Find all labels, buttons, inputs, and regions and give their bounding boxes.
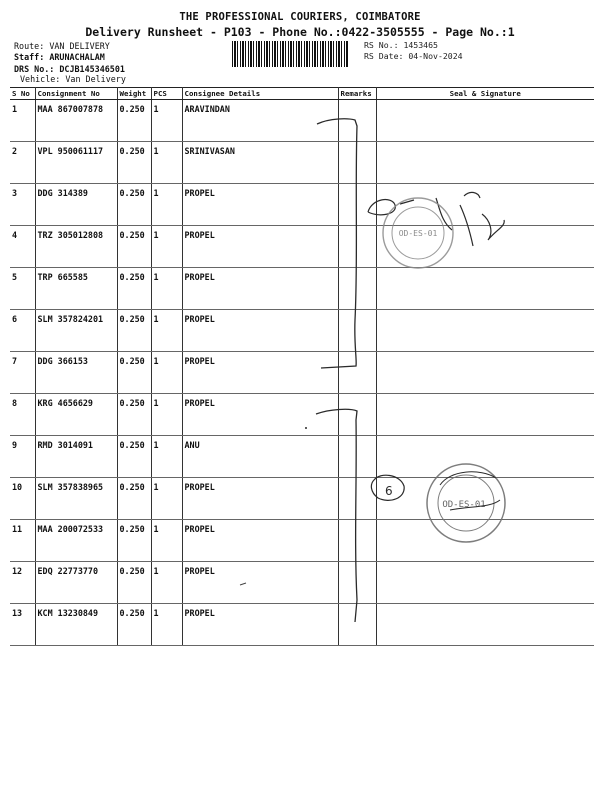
pcs-cell: 1 — [151, 352, 182, 394]
sno-cell: 9 — [10, 436, 35, 478]
consignment-cell: MAA 867007878 — [35, 100, 117, 142]
pcs-cell: 1 — [151, 604, 182, 646]
staff-line — [14, 52, 105, 63]
consignment-cell: DDG 366153 — [35, 352, 117, 394]
table-row — [10, 520, 594, 562]
consignee-cell: SRINIVASAN — [182, 142, 338, 184]
sno-cell: 13 — [10, 604, 35, 646]
consignee-cell: ANU — [182, 436, 338, 478]
route-line — [14, 41, 110, 52]
sno-cell: 2 — [10, 142, 35, 184]
weight-cell: 0.250 — [117, 520, 151, 562]
col-header-consignment: Consignment No — [35, 88, 117, 100]
seal-signature-cell — [376, 436, 594, 478]
seal-signature-cell — [376, 226, 594, 268]
weight-cell: 0.250 — [117, 436, 151, 478]
sno-cell: 11 — [10, 520, 35, 562]
table-row — [10, 226, 594, 268]
remark-mark-6: 6 — [385, 484, 393, 498]
seal-signature-cell — [376, 520, 594, 562]
seal-signature-cell — [376, 352, 594, 394]
stamp-1-text: OD-ES-01 — [398, 229, 438, 238]
drs-value: DCJB145346501 — [59, 64, 125, 74]
weight-cell: 0.250 — [117, 226, 151, 268]
pcs-cell: 1 — [151, 562, 182, 604]
table-row — [10, 100, 594, 142]
consignee-cell: PROPEL — [182, 562, 338, 604]
sno-cell: 4 — [10, 226, 35, 268]
pcs-cell: 1 — [151, 478, 182, 520]
consignee-cell: PROPEL — [182, 310, 338, 352]
weight-cell: 0.250 — [117, 394, 151, 436]
seal-signature-cell — [376, 100, 594, 142]
rs-no-line — [364, 40, 438, 50]
consignment-cell: DDG 314389 — [35, 184, 117, 226]
col-header-consignee: Consignee Details — [182, 88, 338, 100]
rs-date-value: 04-Nov-2024 — [408, 51, 463, 61]
remarks-cell — [338, 268, 376, 310]
weight-cell: 0.250 — [117, 100, 151, 142]
pcs-cell: 1 — [151, 394, 182, 436]
company-name: THE PROFESSIONAL COURIERS, COIMBATORE — [179, 11, 421, 23]
table-header-row — [10, 88, 594, 100]
vehicle-label: Vehicle: — [20, 74, 61, 84]
weight-cell: 0.250 — [117, 604, 151, 646]
remarks-cell — [338, 562, 376, 604]
seal-signature-cell — [376, 394, 594, 436]
consignment-cell: RMD 3014091 — [35, 436, 117, 478]
route-value: VAN DELIVERY — [49, 41, 110, 51]
consignment-cell: EDQ 22773770 — [35, 562, 117, 604]
consignee-cell: PROPEL — [182, 478, 338, 520]
consignee-cell: PROPEL — [182, 226, 338, 268]
consignment-cell: MAA 200072533 — [35, 520, 117, 562]
seal-signature-cell — [376, 268, 594, 310]
remarks-cell — [338, 478, 376, 520]
barcode — [232, 41, 349, 67]
consignee-cell: PROPEL — [182, 604, 338, 646]
weight-cell: 0.250 — [117, 352, 151, 394]
pcs-cell: 1 — [151, 310, 182, 352]
route-label: Route: — [14, 41, 45, 51]
consignment-cell: SLM 357824201 — [35, 310, 117, 352]
consignee-cell: ARAVINDAN — [182, 100, 338, 142]
stamp-2-text: OD-ES-01 — [442, 500, 486, 510]
consignment-cell: KCM 13230849 — [35, 604, 117, 646]
remarks-cell — [338, 226, 376, 268]
table-row — [10, 436, 594, 478]
remarks-cell — [338, 394, 376, 436]
col-header-seal: Seal & Signature — [376, 88, 594, 100]
consignee-cell: PROPEL — [182, 394, 338, 436]
weight-cell: 0.250 — [117, 478, 151, 520]
remarks-cell — [338, 100, 376, 142]
weight-cell: 0.250 — [117, 142, 151, 184]
remarks-cell — [338, 142, 376, 184]
sno-cell: 3 — [10, 184, 35, 226]
sno-cell: 10 — [10, 478, 35, 520]
consignee-cell: PROPEL — [182, 268, 338, 310]
runsheet-table — [10, 87, 594, 646]
table-row — [10, 142, 594, 184]
table-row — [10, 184, 594, 226]
col-header-sno: S No — [10, 88, 35, 100]
remarks-cell — [338, 352, 376, 394]
rs-no-value: 1453465 — [403, 40, 438, 50]
remarks-cell — [338, 310, 376, 352]
seal-signature-cell — [376, 604, 594, 646]
table-row — [10, 562, 594, 604]
remarks-cell — [338, 520, 376, 562]
pcs-cell: 1 — [151, 436, 182, 478]
consignment-cell: KRG 4656629 — [35, 394, 117, 436]
table-row — [10, 478, 594, 520]
table-row — [10, 604, 594, 646]
pcs-cell: 1 — [151, 100, 182, 142]
table-row — [10, 268, 594, 310]
pcs-cell: 1 — [151, 268, 182, 310]
remarks-cell — [338, 184, 376, 226]
table-row — [10, 394, 594, 436]
weight-cell: 0.250 — [117, 562, 151, 604]
pcs-cell: 1 — [151, 184, 182, 226]
pcs-cell: 1 — [151, 520, 182, 562]
sno-cell: 1 — [10, 100, 35, 142]
sno-cell: 7 — [10, 352, 35, 394]
weight-cell: 0.250 — [117, 310, 151, 352]
sno-cell: 6 — [10, 310, 35, 352]
vehicle-line — [20, 74, 126, 85]
seal-signature-cell — [376, 310, 594, 352]
sno-cell: 12 — [10, 562, 35, 604]
rs-date-label: RS Date: — [364, 51, 404, 61]
consignee-cell: PROPEL — [182, 352, 338, 394]
remarks-cell — [338, 604, 376, 646]
consignment-cell: VPL 950061117 — [35, 142, 117, 184]
col-header-weight: Weight — [117, 88, 151, 100]
staff-label: Staff: — [14, 52, 45, 62]
sno-cell: 8 — [10, 394, 35, 436]
weight-cell: 0.250 — [117, 268, 151, 310]
rs-date-line — [364, 51, 463, 61]
vehicle-value: Van Delivery — [65, 74, 126, 84]
staff-value: ARUNACHALAM — [49, 52, 105, 62]
pcs-cell: 1 — [151, 226, 182, 268]
consignment-cell: SLM 357838965 — [35, 478, 117, 520]
remarks-cell — [338, 436, 376, 478]
seal-signature-cell — [376, 478, 594, 520]
drs-label: DRS No.: — [14, 64, 55, 74]
col-header-pcs: PCS — [151, 88, 182, 100]
consignee-cell: PROPEL — [182, 520, 338, 562]
consignment-cell: TRP 665585 — [35, 268, 117, 310]
consignee-cell: PROPEL — [182, 184, 338, 226]
weight-cell: 0.250 — [117, 184, 151, 226]
rs-no-label: RS No.: — [364, 40, 399, 50]
seal-signature-cell — [376, 184, 594, 226]
sno-cell: 5 — [10, 268, 35, 310]
runsheet-title: Delivery Runsheet - P103 - Phone No.:0422-3505555 - Page No.:1 — [85, 25, 515, 39]
seal-signature-cell — [376, 142, 594, 184]
table-row — [10, 352, 594, 394]
table-row — [10, 310, 594, 352]
seal-signature-cell — [376, 562, 594, 604]
col-header-remarks: Remarks — [338, 88, 376, 100]
pcs-cell: 1 — [151, 142, 182, 184]
consignment-cell: TRZ 305012808 — [35, 226, 117, 268]
